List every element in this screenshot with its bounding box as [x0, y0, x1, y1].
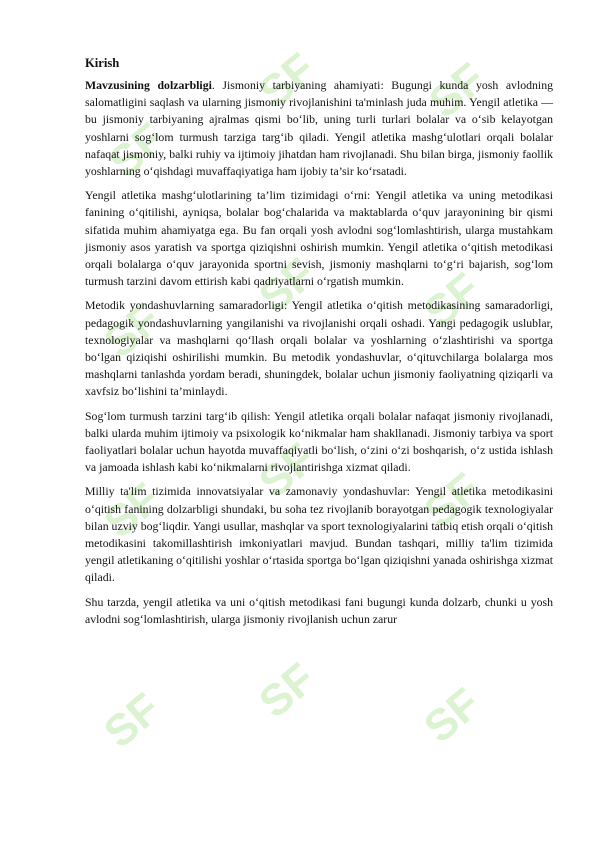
paragraph-text: Metodik yondashuvlarning samaradorligi: Yengil atletika o‘qitish metodikasining samaradorligi, pedagogik yondashuvlarning yangilanishi va rivojlanishi orqali oshadi. Yangi pedagogik uslublar, texnologiyalar va mashqlarni qo‘llash orqali bolalar va yoshlarning o‘zlashtirishi va sportga bo‘lgan qiziqishi oshirilishi mumkin. Bu metodik yondashuvlar, o‘qituvchilarga bolalarga mos mashqlarni tanlashda yordam beradi, shuningdek, bolalar uchun jismoniy faoliyatning qiziqarli va xavfsiz bo‘lishini ta’minlaydi.	[85, 298, 553, 399]
paragraph-text: Shu tarzda, yengil atletika va uni o‘qitish metodikasi fani bugungi kunda dolzarb, chunki u yosh avlodni sog‘lomlashtirish, ularga jismoniy rivojlanish uchun zarur	[85, 594, 553, 626]
paragraph-text: Milliy ta'lim tizimida innovatsiyalar va zamonaviy yondashuvlar: Yengil atletika metodikasini o‘qitish fanining dolzarbligi shundaki, bu soha tez rivojlanib borayotgan pedagogik texnologiyalar bilan uzviy bog‘liqdir. Yangi usullar, mashqlar va sport texnologiyalarini tatbiq etish orqali o‘qitish metodikasini takomillashtirish imkoniyatlari mavjud. Bundan tashqari, milliy ta'lim tizimida yengil atletikaning o‘qitilishi yoshlar o‘rtasida sportga bo‘lgan qiziqishni yanada oshirishga xizmat qiladi.	[85, 484, 553, 585]
document-page	[85, 55, 553, 635]
watermark: SF	[415, 463, 490, 538]
watermark: SF	[100, 113, 175, 188]
watermark: SF	[95, 683, 170, 758]
watermark: SF	[250, 248, 325, 323]
paragraph-text: Yengil atletika mashg‘ulotlarining ta’lim tizimidagi o‘rni: Yengil atletika va uning metodikasi fanining o‘qitilishi, ayniqsa, bolalar bog‘chalarida va maktablarda o‘quv jarayonining bir qismi sifatida muhim ahamiyatga ega. Bu fan orqali yosh avlodni sog‘lomlashtirish, ularga mustahkam jismoniy asos yaratish va sportga qiziqishni oshirish mumkin. Yengil atletika o‘qitish metodikasi orqali bolalarga o‘quv jarayonida sportni sevish, jismoniy mashqlarni to‘g‘ri bajarish, sog‘lom turmush tarzini davom ettirish kabi qadriyatlarni o‘rgatish mumkin.	[85, 188, 553, 289]
watermark: SF	[95, 473, 170, 548]
watermark: SF	[95, 293, 170, 368]
watermark: SF	[250, 43, 325, 118]
paragraph-lead: Mavzusining dolzarbligi	[85, 78, 212, 92]
watermark: SF	[250, 433, 325, 508]
paragraph	[85, 594, 553, 628]
paragraph	[85, 187, 553, 290]
paragraph	[85, 77, 553, 180]
watermark: SF	[420, 53, 495, 128]
paragraph	[85, 297, 553, 400]
paragraph	[85, 408, 553, 477]
paragraph	[85, 483, 553, 586]
watermark: SF	[415, 678, 490, 753]
watermark: SF	[415, 263, 490, 338]
section-heading: Kirish	[85, 56, 120, 70]
paragraph-text: . Jismoniy tarbiyaning ahamiyati: Bugungi kunda yosh avlodning salomatligini saqlash va ularning jismoniy rivojlanishini ta'minlash juda muhim. Yengil atletika — bu jismoniy tarbiyaning ajralmas qismi bo‘lib, uning turli turlari bolalar va o‘sib kelayotgan yoshlarni sog‘lom turmush tarziga targ‘ib qiladi. Yengil atletika mashg‘ulotlari orqali bolalar nafaqat jismoniy, balki ruhiy va ijtimoiy jihatdan ham rivojlanadi. Shu bilan birga, jismoniy faollik yoshlarning o‘qishdagi muvaffaqiyatiga ham ijobiy ta’sir ko‘rsatadi.	[85, 78, 554, 179]
watermark: SF	[250, 653, 325, 728]
paragraph-text: Sog‘lom turmush tarzini targ‘ib qilish: Yengil atletika orqali bolalar nafaqat jismoniy rivojlanadi, balki ularda muhim ijtimoiy va psixologik ko‘nikmalar ham shakllanadi. Jismoniy tarbiya va sport faoliyatlari bolalar uchun hayotda muvaffaqiyatli bo‘lish, o‘zini o‘zi boshqarish, o‘z ustida ishlash va jamoada ishlash kabi ko‘nikmalarni rivojlantirishga xizmat qiladi.	[85, 408, 553, 475]
